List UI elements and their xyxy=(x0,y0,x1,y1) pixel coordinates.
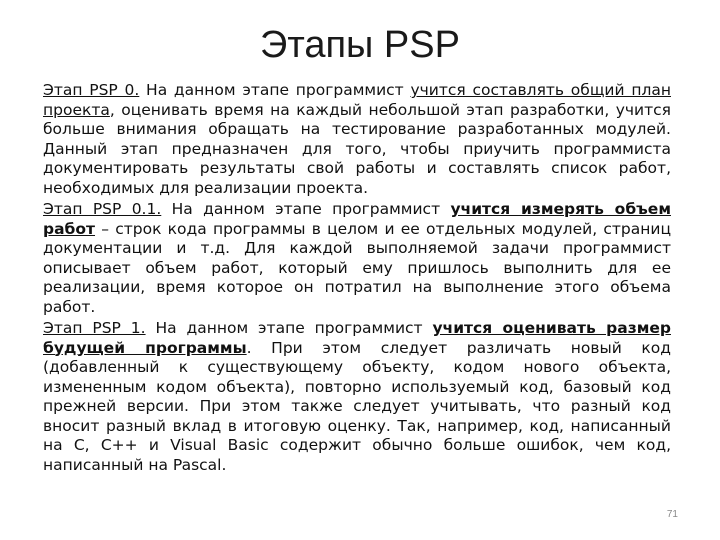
paragraph-text: На данном этапе программист xyxy=(139,81,411,99)
paragraph-text: – строк кода программы в целом и ее отдельных модулей, страниц документации и т.д. Для каждой выполняемой задачи программист описывает объем работ, который ему пришлось выполнить для ее реализации, время которое он потратил на выполнение этого объема работ. xyxy=(43,219,671,316)
paragraph-text: На данном этапе программист xyxy=(145,319,433,337)
paragraph-text: . При этом следует различать новый код (добавленный к существующему объекту, кодом нового объекта, измененным кодом объекта), повторно используемый код, базовый код прежней версии. При этом также следует учитывать, что разный код вносит разный вклад в итоговую оценку. Так, например, код, написанный на C, C++ и Visual Basic содержит обычно больше ошибок, чем код, написанный на Pascal. xyxy=(43,338,671,474)
stage-highlight: учится измерять объем работ xyxy=(43,200,671,238)
slide-title: Этапы PSP xyxy=(260,24,460,66)
slide-body xyxy=(43,81,671,477)
paragraph-psp-0 xyxy=(43,81,671,198)
paragraph-psp-1 xyxy=(43,319,671,475)
paragraph-text: На данном этапе программист xyxy=(161,200,451,218)
paragraph-text: , оценивать время на каждый небольшой этап разработки, учится больше внимания обращать на тестирование разработанных модулей. Данный этап предназначен для того, чтобы приучить программиста документировать результаты свой работы и составлять список работ, необходимых для реализации проекта. xyxy=(43,100,671,197)
stage-label: Этап PSP 0. xyxy=(43,81,140,99)
page-number: 71 xyxy=(666,509,678,520)
stage-highlight: учится составлять общий план проекта xyxy=(43,81,671,119)
stage-label: Этап PSP 1. xyxy=(43,319,146,337)
stage-highlight: учится оценивать размер будущей программы xyxy=(43,319,671,357)
paragraph-psp-0-1 xyxy=(43,200,671,317)
stage-label: Этап PSP 0.1. xyxy=(43,200,162,218)
